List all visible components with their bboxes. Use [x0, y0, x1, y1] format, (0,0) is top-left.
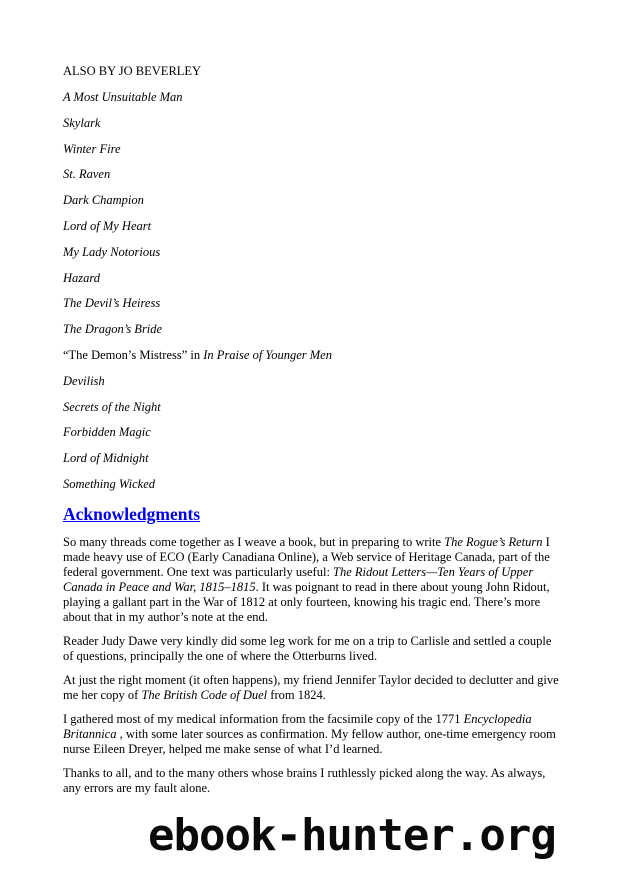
paragraph: I gathered most of my medical information from the facsimile copy of the 1771 Encyclopedia Britannica , with some later sources as confirmation. My fellow author, one-time emergency room nurse Eileen Dreyer, helped me make sense of what I’d learned. [63, 711, 556, 756]
page-content [63, 64, 563, 805]
book-title: Secrets of the Night [63, 399, 161, 414]
book-title: A Most Unsuitable Man [63, 90, 183, 104]
paragraph: At just the right moment (it often happens), my friend Jennifer Taylor decided to declutter and give me her copy of The British Code of Duel from 1824. [63, 672, 559, 702]
book-title: Lord of My Heart [63, 218, 152, 233]
book-title: “The Demon’s Mistress” in In Praise of Younger Men [63, 347, 332, 362]
book-title: Something Wicked [63, 476, 155, 491]
book-title: Hazard [63, 270, 101, 285]
paragraph: Thanks to all, and to the many others whose brains I ruthlessly picked along the way. As always, any errors are my fault alone. [63, 765, 546, 795]
book-title: Winter Fire [63, 141, 121, 156]
book-title: My Lady Notorious [63, 244, 161, 259]
paragraph: Reader Judy Dawe very kindly did some leg work for me on a trip to Carlisle and settled a couple of questions, principally the one of where the Otterburns lived. [63, 633, 552, 663]
book-title: The Dragon’s Bride [63, 322, 163, 337]
book-title: The Devil’s Heiress [63, 296, 161, 311]
book-title: Dark Champion [63, 193, 144, 208]
book-title: Forbidden Magic [63, 425, 151, 440]
book-title: Skylark [63, 115, 101, 130]
paragraph: So many threads come together as I weave a book, but in preparing to write The Rogue’s Return I made heavy use of ECO (Early Canadiana Online), a Web service of Heritage Canada, part of the federal government. One text was particularly useful: The Ridout Letters—Ten Years of Upper Canada in Peace and War, 1815–1815. It was poignant to read in there about young John Ridout, playing a gallant part in the War of 1812 at only fourteen, knowing his tragic end. There’s more about that in my author’s note at the end. [63, 534, 550, 624]
book-title: St. Raven [63, 167, 111, 182]
acknowledgments-heading [63, 503, 563, 525]
watermark: ebook-hunter.org [148, 810, 556, 861]
acknowledgments-link[interactable]: Acknowledgments [63, 503, 201, 524]
book-title: Lord of Midnight [63, 451, 149, 466]
also-by-heading: ALSO BY JO BEVERLEY [63, 64, 202, 78]
book-title-list [63, 90, 563, 492]
book-title: Devilish [63, 373, 105, 388]
